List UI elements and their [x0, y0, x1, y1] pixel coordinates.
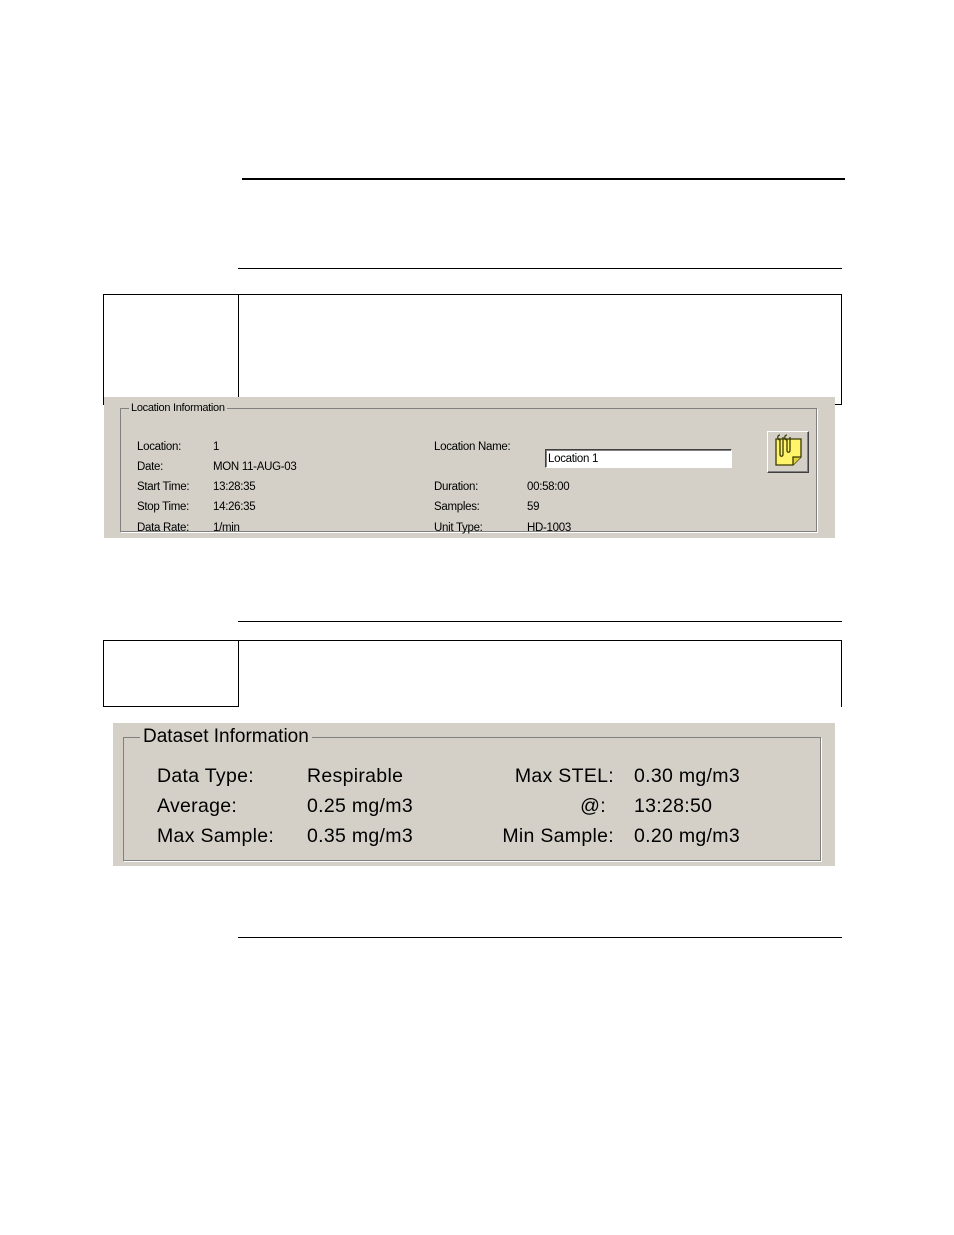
- data-rate-value: 1/min: [213, 522, 240, 534]
- duration-label: Duration:: [434, 481, 478, 493]
- average-label: Average:: [157, 795, 238, 817]
- max-stel-time-value: 13:28:50: [634, 795, 713, 817]
- max-stel-label: Max STEL:: [514, 765, 614, 787]
- samples-label: Samples:: [434, 501, 480, 513]
- start-time-label: Start Time:: [137, 481, 190, 493]
- max-stel-time-label: @:: [580, 795, 606, 817]
- data-rate-label: Data Rate:: [137, 522, 189, 534]
- notepad-icon: [768, 432, 808, 472]
- dataset-information-panel: [113, 723, 835, 866]
- section-rule-3: [238, 937, 842, 938]
- min-sample-value: 0.20 mg/m3: [634, 825, 740, 847]
- section-rule-1: [238, 268, 842, 269]
- section-rule-2: [238, 621, 842, 622]
- data-type-label: Data Type:: [157, 765, 254, 787]
- location-name-label: Location Name:: [434, 441, 511, 453]
- start-time-value: 13:28:35: [213, 481, 256, 493]
- dataset-information-title: Dataset Information: [140, 725, 312, 749]
- samples-value: 59: [527, 501, 540, 513]
- average-value: 0.25 mg/m3: [307, 795, 413, 817]
- location-value: 1: [213, 441, 220, 453]
- unit-type-label: Unit Type:: [434, 522, 483, 534]
- min-sample-label: Min Sample:: [502, 825, 614, 847]
- location-label: Location:: [137, 441, 181, 453]
- location-information-title: Location Information: [131, 402, 225, 414]
- stop-time-value: 14:26:35: [213, 501, 256, 513]
- date-label: Date:: [137, 461, 163, 473]
- max-stel-value: 0.30 mg/m3: [634, 765, 740, 787]
- max-sample-value: 0.35 mg/m3: [307, 825, 413, 847]
- table-cell-label-2: [103, 640, 239, 707]
- data-type-value: Respirable: [307, 765, 404, 787]
- location-name-input[interactable]: [545, 449, 732, 468]
- duration-value: 00:58:00: [527, 481, 570, 493]
- date-value: MON 11-AUG-03: [213, 461, 297, 473]
- notes-button[interactable]: [767, 431, 809, 473]
- table-cell-label-1: [103, 294, 239, 405]
- max-sample-label: Max Sample:: [157, 825, 275, 847]
- dataset-information-group: [123, 726, 821, 861]
- unit-type-value: HD-1003: [527, 522, 571, 534]
- table-cell-content-2: [238, 640, 842, 707]
- location-information-panel: [104, 397, 835, 538]
- table-cell-content-1: [238, 294, 842, 405]
- stop-time-label: Stop Time:: [137, 501, 189, 513]
- location-information-group: [120, 402, 817, 534]
- header-rule: [242, 178, 845, 180]
